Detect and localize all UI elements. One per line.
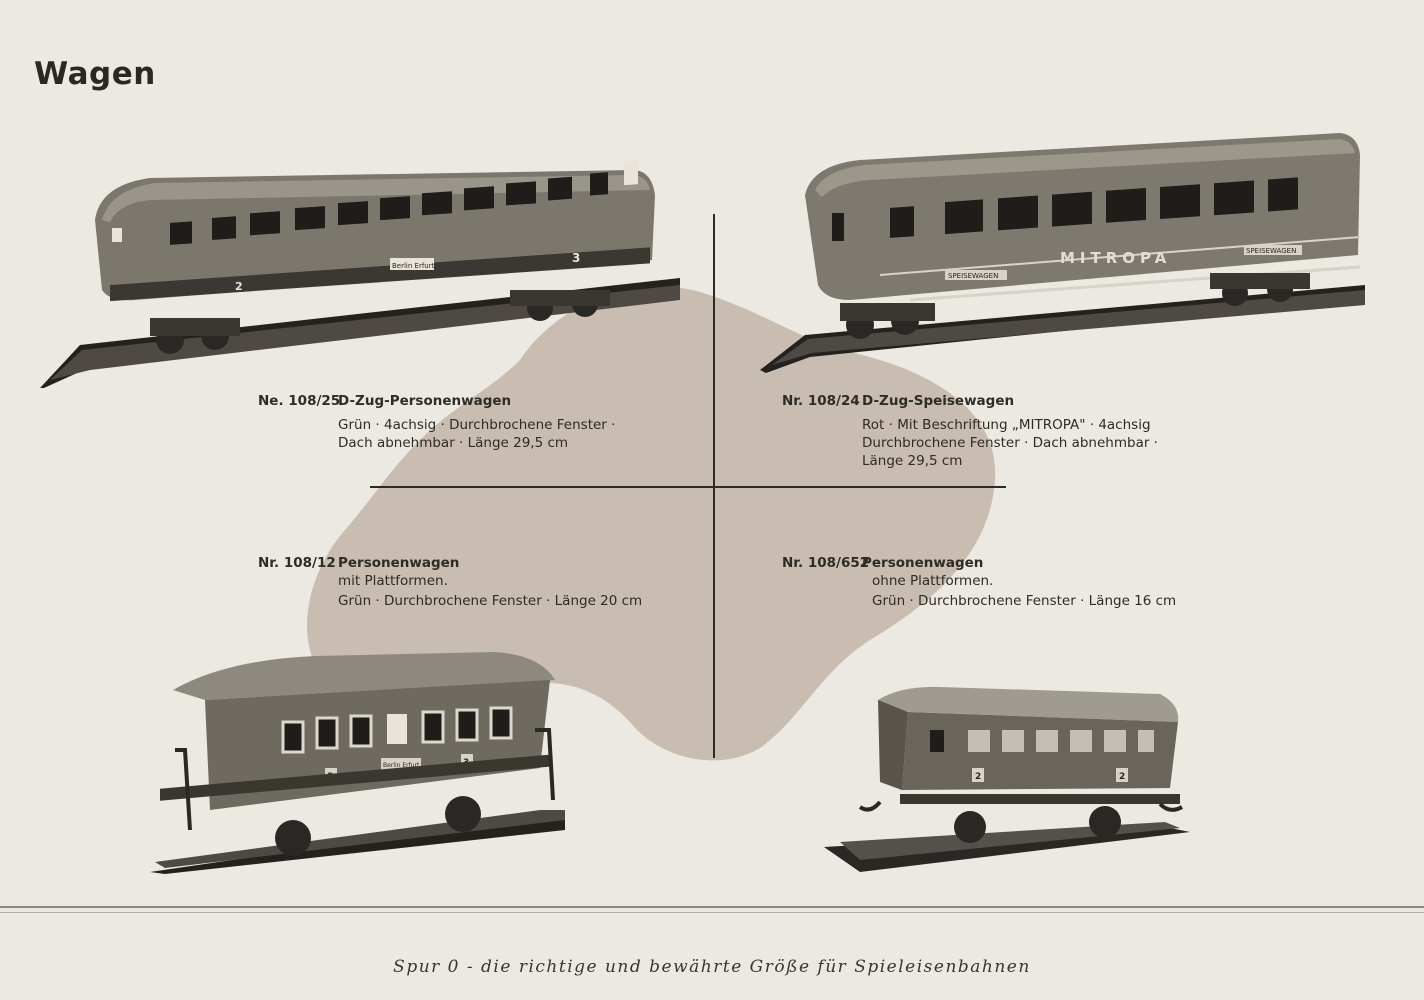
speisewagen-sign-right: SPEISEWAGEN <box>1246 247 1297 255</box>
caption-heading <box>258 392 615 410</box>
article-number: Ne. 108/25 <box>258 393 341 409</box>
caption-108-12 <box>258 554 642 610</box>
article-name: D-Zug-Personenwagen <box>338 393 512 409</box>
caption-line: Grün · Durchbrochene Fenster · Länge 20 cm <box>338 593 643 609</box>
horizontal-divider <box>370 486 1006 488</box>
article-name: Personenwagen <box>862 555 984 571</box>
caption-line: Grün · 4achsig · Durchbrochene Fenster · <box>338 417 616 433</box>
car-image-personenwagen-ohne-plattformen <box>820 682 1210 872</box>
caption-heading <box>258 554 642 572</box>
caption-line: Rot · Mit Beschriftung „MITROPA" · 4achsig <box>862 417 1151 433</box>
footer-slogan: Spur 0 - die richtige und bewährte Größe für Spieleisenbahnen <box>393 957 1031 977</box>
caption-line: Länge 29,5 cm <box>862 453 963 469</box>
page-title: Wagen <box>34 56 156 92</box>
caption-108-24 <box>782 392 1158 470</box>
class-marking-left: 2 <box>975 772 982 782</box>
speisewagen-sign-left: SPEISEWAGEN <box>948 272 999 280</box>
destination-sign: Berlin Erfurt <box>383 762 420 769</box>
mitropa-lettering: MITROPA <box>1060 249 1172 267</box>
caption-heading <box>782 554 1176 572</box>
caption-heading <box>782 392 1158 410</box>
caption-108-652 <box>782 554 1176 610</box>
article-number: Nr. 108/652 <box>782 555 870 571</box>
car-image-personenwagen-dzug <box>40 150 680 390</box>
article-number: Nr. 108/12 <box>258 555 336 571</box>
car-image-personenwagen-plattformen <box>145 650 575 875</box>
caption-line: Durchbrochene Fenster · Dach abnehmbar · <box>862 435 1158 451</box>
destination-sign: Berlin Erfurt <box>392 262 435 270</box>
article-name: Personenwagen <box>338 555 460 571</box>
caption-line: mit Plattformen. <box>338 573 448 589</box>
car-number-2: 2 <box>235 280 243 293</box>
article-number: Nr. 108/24 <box>782 393 860 409</box>
caption-line: ohne Plattformen. <box>872 573 994 589</box>
caption-line: Grün · Durchbrochene Fenster · Länge 16 cm <box>872 593 1177 609</box>
article-name: D-Zug-Speisewagen <box>862 393 1015 409</box>
footer-rule <box>0 906 1424 908</box>
caption-108-25 <box>258 392 615 452</box>
car-image-speisewagen <box>760 125 1370 375</box>
class-marking-right: 2 <box>1119 772 1126 782</box>
car-number-3: 3 <box>572 251 581 265</box>
caption-line: Dach abnehmbar · Länge 29,5 cm <box>338 435 569 451</box>
footer-rule-thin <box>0 912 1424 913</box>
